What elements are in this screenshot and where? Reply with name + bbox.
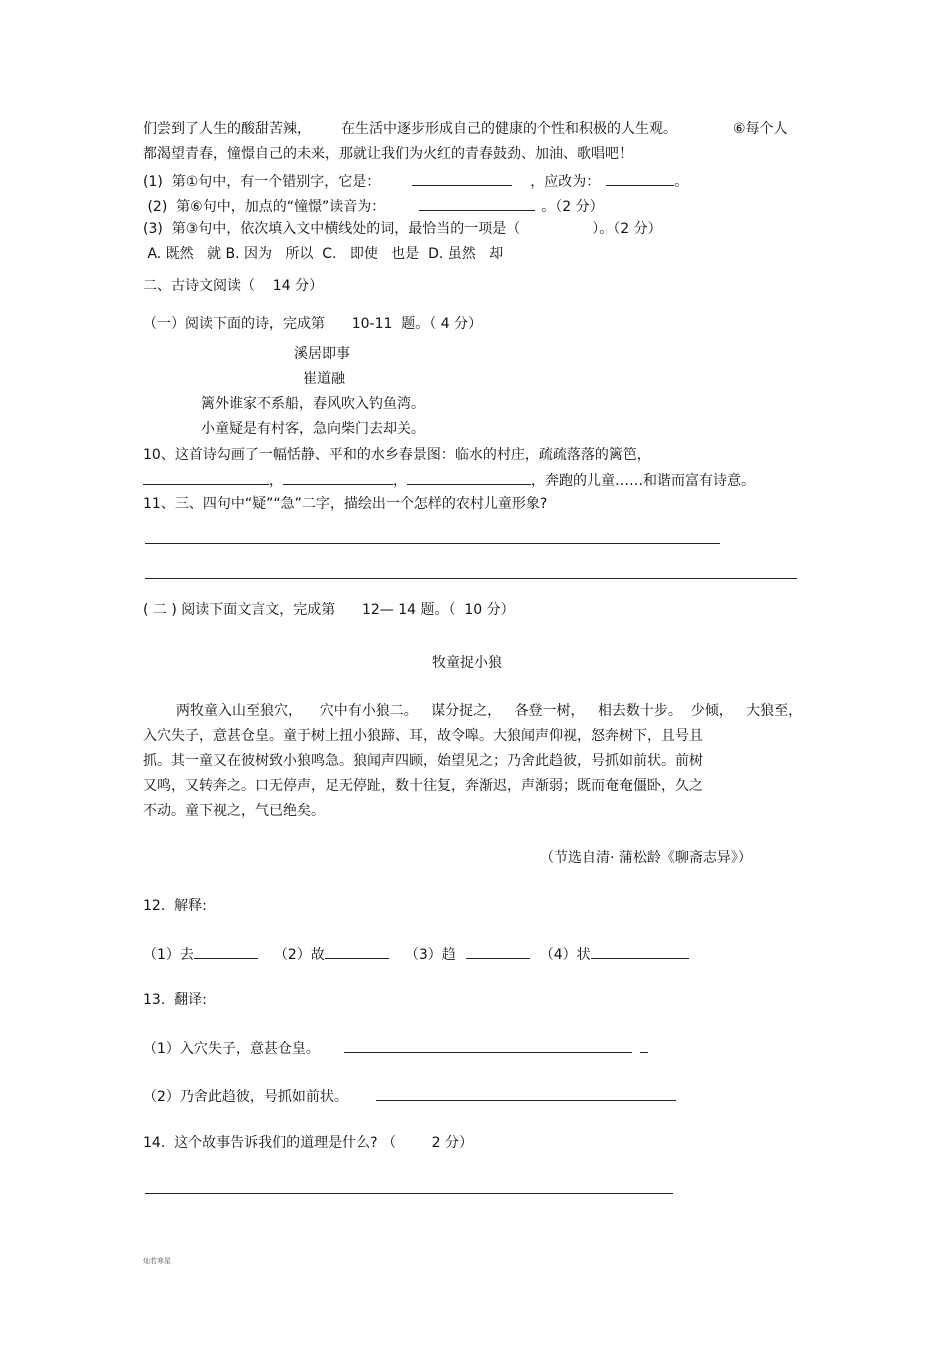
question-1-mid: ，应改为： xyxy=(530,174,601,190)
question-3 xyxy=(143,220,662,238)
answer-blank-12-2[interactable] xyxy=(325,944,389,959)
story-line-1: 两牧童入山至狼穴， 穴中有小狼二。 谋分捉之， 各登一树， 相去数十步。 少倾， 大狼至， xyxy=(176,703,803,719)
intro-line-1c: ⑥每个人 xyxy=(733,121,788,137)
q10-comma-1: ， xyxy=(269,473,283,489)
answer-blank-1b[interactable] xyxy=(606,171,674,186)
question-2 xyxy=(143,196,604,216)
story-title: 牧童捉小狼 xyxy=(432,655,502,671)
question-1 xyxy=(143,171,688,191)
poem-line-2: 小童疑是有村客，急向柴门去却关。 xyxy=(201,421,425,437)
question-13-item-2 xyxy=(143,1086,676,1106)
question-12-label: 12. 解释: xyxy=(143,898,207,914)
intro-line-1a: 们尝到了人生的酸甜苦辣， xyxy=(143,121,311,137)
q10-end: ，奔跑的儿童……和谐而富有诗意。 xyxy=(531,473,755,489)
question-12-items xyxy=(143,944,689,964)
q12-item-2: （2）故 xyxy=(273,947,325,963)
q12-item-1: （1）去 xyxy=(143,947,194,963)
story-line-4: 又鸣，又转奔之。口无停声，足无停趾，数十往复，奔渐迟，声渐弱；既而奄奄僵卧，久之 xyxy=(143,778,703,794)
part-1-heading: （一）阅读下面的诗，完成第 10-11 题。（ 4 分） xyxy=(143,316,483,332)
q13-item-1-text: （1）入穴失子，意甚仓皇。 xyxy=(143,1041,320,1057)
question-10-line-1: 10、这首诗勾画了一幅恬静、平和的水乡春景图：临水的村庄，疏疏落落的篱笆， xyxy=(143,447,651,463)
answer-blank-13-1b xyxy=(640,1038,648,1053)
intro-line-1 xyxy=(143,120,788,138)
question-1-prompt: (1) 第①句中，有一个错别字，它是： xyxy=(143,174,381,190)
answer-blank-10a[interactable] xyxy=(143,470,269,485)
answer-blank-13-1[interactable] xyxy=(344,1038,632,1053)
question-2-prompt: (2) 第⑥句中，加点的“憧憬”读音为： xyxy=(143,199,386,215)
page-footer: 灿若寒星 xyxy=(143,1257,171,1265)
answer-blank-2[interactable] xyxy=(419,196,535,211)
question-10-line-2 xyxy=(143,470,755,490)
q12-item-3: （3）趋 xyxy=(404,947,456,963)
answer-blank-10c[interactable] xyxy=(407,470,531,485)
answer-line-11b[interactable] xyxy=(145,578,797,579)
q12-item-4: （4）状 xyxy=(539,947,591,963)
question-3-suffix: ）。（2 分） xyxy=(592,221,662,237)
question-11: 11、三、四句中“疑”“急”二字，描绘出一个怎样的农村儿童形象? xyxy=(143,496,548,512)
answer-blank-12-3[interactable] xyxy=(466,944,530,959)
question-2-suffix: 。（2 分） xyxy=(541,199,604,215)
question-14: 14. 这个故事告诉我们的道理是什么? （ 2 分） xyxy=(143,1135,474,1151)
section-2-title: 二、古诗文阅读（ 14 分） xyxy=(143,278,324,294)
story-line-5: 不动。童下视之，气已绝矣。 xyxy=(143,803,325,819)
question-3-options: A. 既然 就 B. 因为 所以 C. 即使 也是 D. 虽然 却 xyxy=(143,246,504,262)
poem-author: 崔道融 xyxy=(303,371,345,387)
answer-blank-12-1[interactable] xyxy=(194,944,258,959)
question-13-label: 13. 翻译: xyxy=(143,992,207,1008)
story-line-3: 抓。其一童又在彼树致小狼鸣急。狼闻声四顾，始望见之；乃舍此趋彼，号抓如前状。前树 xyxy=(143,753,703,769)
q10-comma-2: ， xyxy=(393,473,407,489)
question-1-suffix: 。 xyxy=(674,174,689,190)
poem-title: 溪居即事 xyxy=(294,346,350,362)
intro-line-1b: 在生活中逐步形成自己的健康的个性和积极的人生观。 xyxy=(341,121,677,137)
question-3-prompt: (3) 第③句中，依次填入文中横线处的词，最恰当的一项是（ xyxy=(143,221,521,237)
story-source: （节选自清· 蒲松龄《聊斋志异》） xyxy=(540,850,752,866)
answer-line-14[interactable] xyxy=(145,1193,673,1194)
answer-blank-13-2[interactable] xyxy=(376,1086,676,1101)
part-2-heading: ( 二 ) 阅读下面文言文，完成第 12— 14 题。（ 10 分） xyxy=(143,602,515,618)
intro-line-2: 都渴望青春，憧憬自己的未来，那就让我们为火红的青春鼓劲、加油、歌唱吧！ xyxy=(143,146,633,162)
story-line-2: 入穴失子，意甚仓皇。童于树上扭小狼蹄、耳，故令嗥。大狼闻声仰视，怒奔树下，且号且 xyxy=(143,728,703,744)
poem-line-1: 篱外谁家不系船，春风吹入钓鱼湾。 xyxy=(201,396,425,412)
question-13-item-1 xyxy=(143,1038,648,1058)
answer-blank-12-4[interactable] xyxy=(591,944,689,959)
q13-item-2-text: （2）乃舍此趋彼，号抓如前状。 xyxy=(143,1089,348,1105)
answer-blank-10b[interactable] xyxy=(283,470,393,485)
answer-line-11a[interactable] xyxy=(145,543,720,544)
answer-blank-1a[interactable] xyxy=(412,171,512,186)
